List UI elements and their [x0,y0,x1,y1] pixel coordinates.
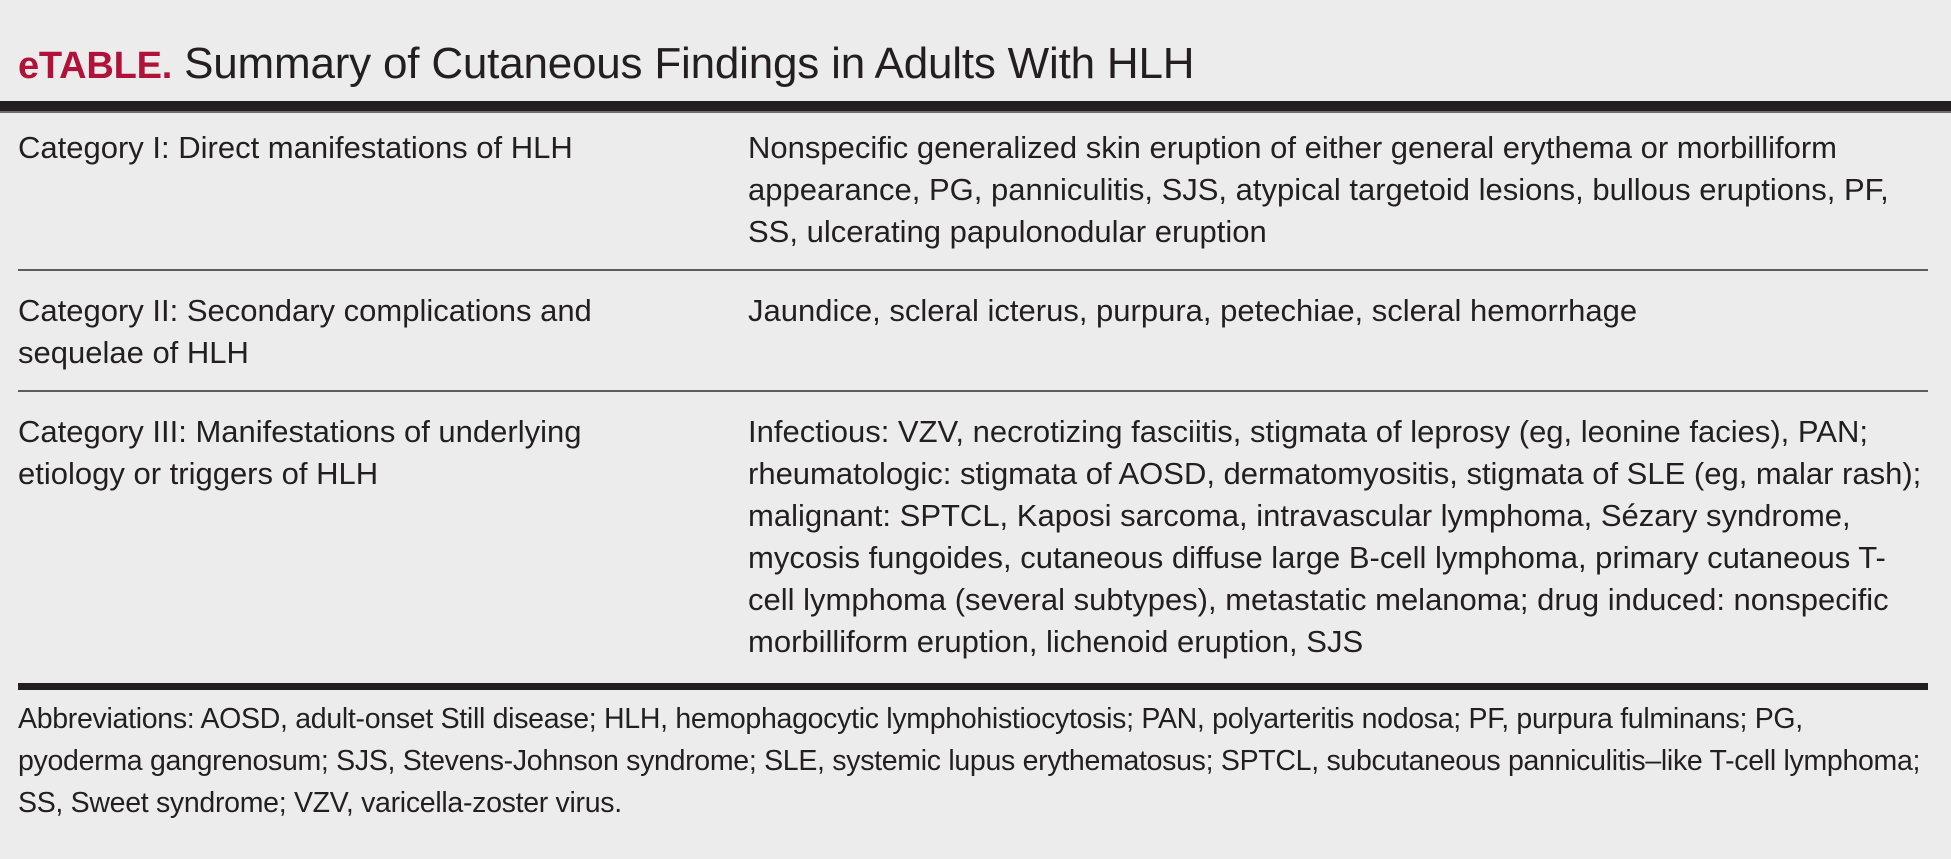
top-rule [0,101,1951,111]
row-divider [18,390,1928,392]
table-row-category-1 [18,127,1928,267]
findings-cell: Jaundice, scleral icterus, purpura, petechiae, scleral hemorrhage [748,293,1638,328]
table-title [18,36,1194,94]
table-label: eTABLE. [18,45,173,87]
findings-cell: Infectious: VZV, necrotizing fasciitis, stigmata of leprosy (eg, leonine facies), PAN; rheumatologic: stigmata of AOSD, dermatomyositis, stigmata of SLE (eg, malar rash); malignant: SPTCL, Kaposi sarcoma, intravascular lymphoma, Sézary syndrome, mycosis fungoides, cutaneous diffuse large B-cell lymphoma, primary cutaneous T-cell lymphoma (several subtypes), metastatic melanoma; drug induced: nonspecific morbilliform eruption, lichenoid eruption, SJS [748,414,1922,659]
category-cell: Category III: Manifestations of underlying etiology or triggers of HLH [18,414,582,491]
category-cell: Category I: Direct manifestations of HLH [18,130,573,165]
table-title-text: Summary of Cutaneous Findings in Adults With HLH [184,39,1195,88]
table-row-category-2 [18,290,1928,390]
top-rule-shadow [0,111,1951,113]
table-row-category-3 [18,411,1928,671]
row-divider [18,269,1928,271]
bottom-rule [18,683,1928,690]
abbreviations-footnote: Abbreviations: AOSD, adult-onset Still disease; HLH, hemophagocytic lymphohistiocytosis; PAN, polyarteritis nodosa; PF, purpura fulminans; PG, pyoderma gangrenosum; SJS, Stevens-Johnson syndrome; SLE, systemic lupus erythematosus; SPTCL, subcutaneous panniculitis–like T-cell lymphoma; SS, Sweet syndrome; VZV, varicella-zoster virus. [18,703,1921,819]
category-cell: Category II: Secondary complications and sequelae of HLH [18,293,592,370]
findings-cell: Nonspecific generalized skin eruption of either general erythema or morbilliform appearance, PG, panniculitis, SJS, atypical targetoid lesions, bullous eruptions, PF, SS, ulcerating papulonodular eruption [748,130,1889,249]
